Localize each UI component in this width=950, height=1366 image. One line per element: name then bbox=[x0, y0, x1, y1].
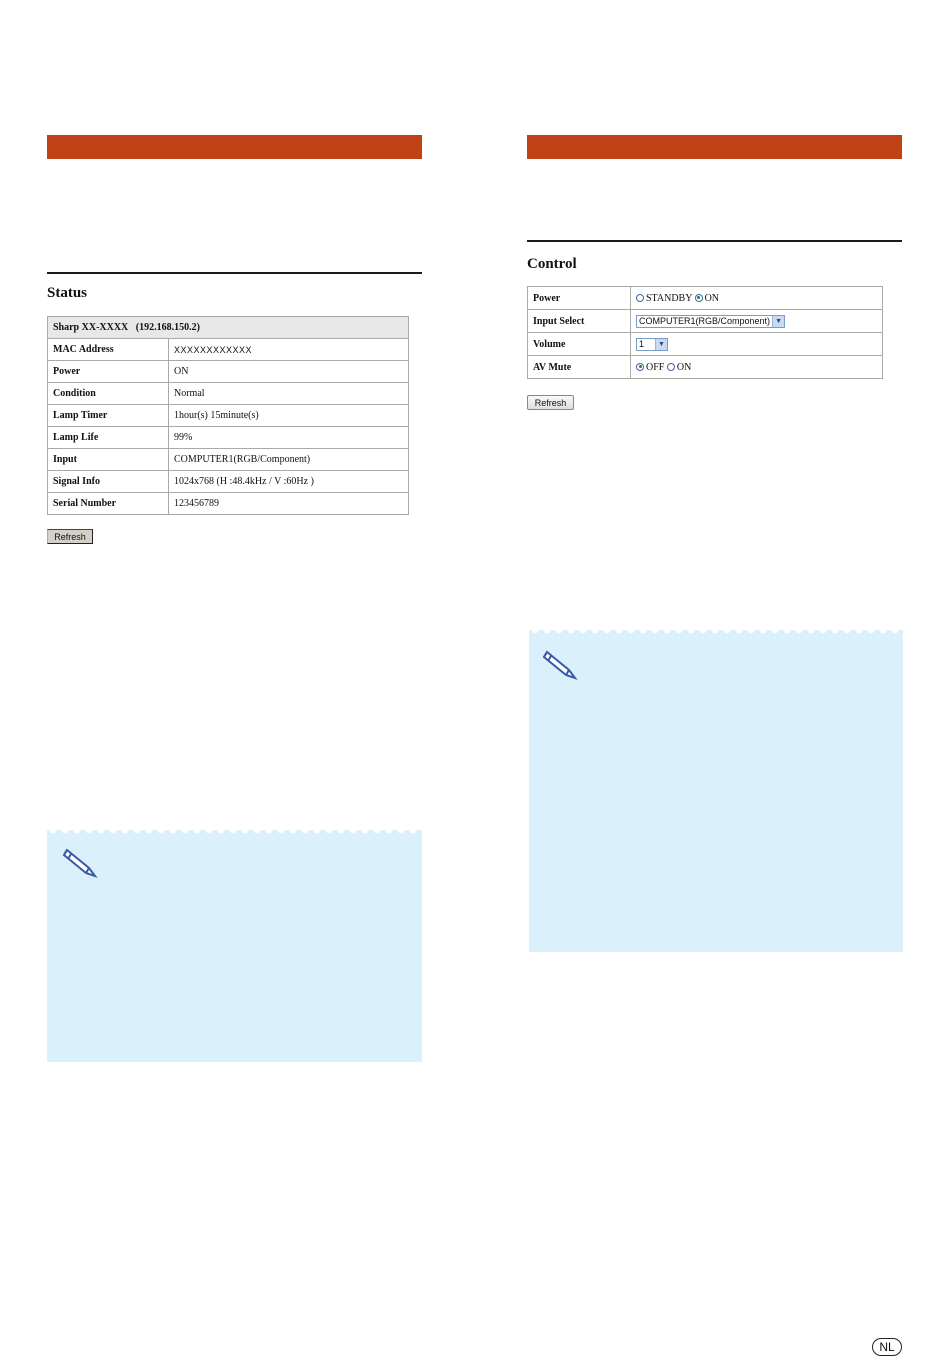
row-value: ON bbox=[169, 361, 409, 383]
power-standby-option[interactable]: STANDBY bbox=[636, 293, 692, 304]
note-box-left bbox=[47, 830, 422, 1062]
volume-dropdown[interactable]: 1 ▼ bbox=[636, 338, 668, 351]
status-refresh-button[interactable]: Refresh bbox=[47, 529, 93, 544]
row-value: 99% bbox=[169, 427, 409, 449]
chevron-down-icon: ▼ bbox=[655, 339, 667, 350]
table-row bbox=[48, 361, 409, 383]
table-row bbox=[48, 471, 409, 493]
row-label: Input bbox=[48, 449, 169, 471]
volume-cell bbox=[631, 333, 883, 356]
pencil-icon bbox=[61, 846, 101, 878]
table-row bbox=[528, 287, 883, 310]
row-label: Lamp Timer bbox=[48, 405, 169, 427]
row-value: COMPUTER1(RGB/Component) bbox=[169, 449, 409, 471]
input-select-label: Input Select bbox=[528, 310, 631, 333]
row-value: 1024x768 (H :48.4kHz / V :60Hz ) bbox=[169, 471, 409, 493]
radio-selected-icon bbox=[695, 294, 703, 302]
radio-icon bbox=[667, 363, 675, 371]
control-table bbox=[527, 286, 883, 379]
row-label: Serial Number bbox=[48, 493, 169, 515]
radio-selected-icon bbox=[636, 363, 644, 371]
row-value: Normal bbox=[169, 383, 409, 405]
section-band-left bbox=[47, 135, 422, 159]
table-row bbox=[48, 339, 409, 361]
row-label: Condition bbox=[48, 383, 169, 405]
status-divider bbox=[47, 272, 422, 274]
input-select-dropdown[interactable]: COMPUTER1(RGB/Component) ▼ bbox=[636, 315, 785, 328]
device-name: Sharp XX-XXXX (192.168.150.2) bbox=[48, 317, 409, 339]
table-row bbox=[48, 449, 409, 471]
power-radio-group bbox=[631, 287, 883, 310]
table-row bbox=[48, 405, 409, 427]
note-scallop-edge bbox=[529, 625, 903, 635]
language-badge: NL bbox=[872, 1338, 902, 1356]
row-value: XXXXXXXXXXXX bbox=[169, 339, 409, 361]
input-select-cell bbox=[631, 310, 883, 333]
status-header-row bbox=[48, 317, 409, 339]
control-heading: Control bbox=[527, 256, 577, 272]
row-label: Lamp Life bbox=[48, 427, 169, 449]
note-box-right bbox=[529, 630, 903, 952]
pencil-icon bbox=[541, 648, 581, 680]
radio-icon bbox=[636, 294, 644, 302]
power-on-option[interactable]: ON bbox=[695, 293, 719, 304]
row-value: 123456789 bbox=[169, 493, 409, 515]
chevron-down-icon: ▼ bbox=[772, 316, 784, 327]
note-scallop-edge bbox=[47, 825, 422, 835]
table-row bbox=[48, 493, 409, 515]
row-label: MAC Address bbox=[48, 339, 169, 361]
volume-label: Volume bbox=[528, 333, 631, 356]
control-divider bbox=[527, 240, 902, 242]
row-label: Power bbox=[48, 361, 169, 383]
av-mute-label: AV Mute bbox=[528, 356, 631, 379]
status-heading: Status bbox=[47, 285, 88, 301]
table-row bbox=[48, 427, 409, 449]
status-table bbox=[47, 316, 409, 515]
table-row bbox=[48, 383, 409, 405]
row-label: Signal Info bbox=[48, 471, 169, 493]
table-row bbox=[528, 310, 883, 333]
mute-off-option[interactable]: OFF bbox=[636, 362, 664, 373]
control-refresh-button[interactable]: Refresh bbox=[527, 395, 574, 410]
mute-on-option[interactable]: ON bbox=[667, 362, 691, 373]
av-mute-radio-group bbox=[631, 356, 883, 379]
row-value: 1hour(s) 15minute(s) bbox=[169, 405, 409, 427]
table-row bbox=[528, 356, 883, 379]
table-row bbox=[528, 333, 883, 356]
section-band-right bbox=[527, 135, 902, 159]
power-label: Power bbox=[528, 287, 631, 310]
